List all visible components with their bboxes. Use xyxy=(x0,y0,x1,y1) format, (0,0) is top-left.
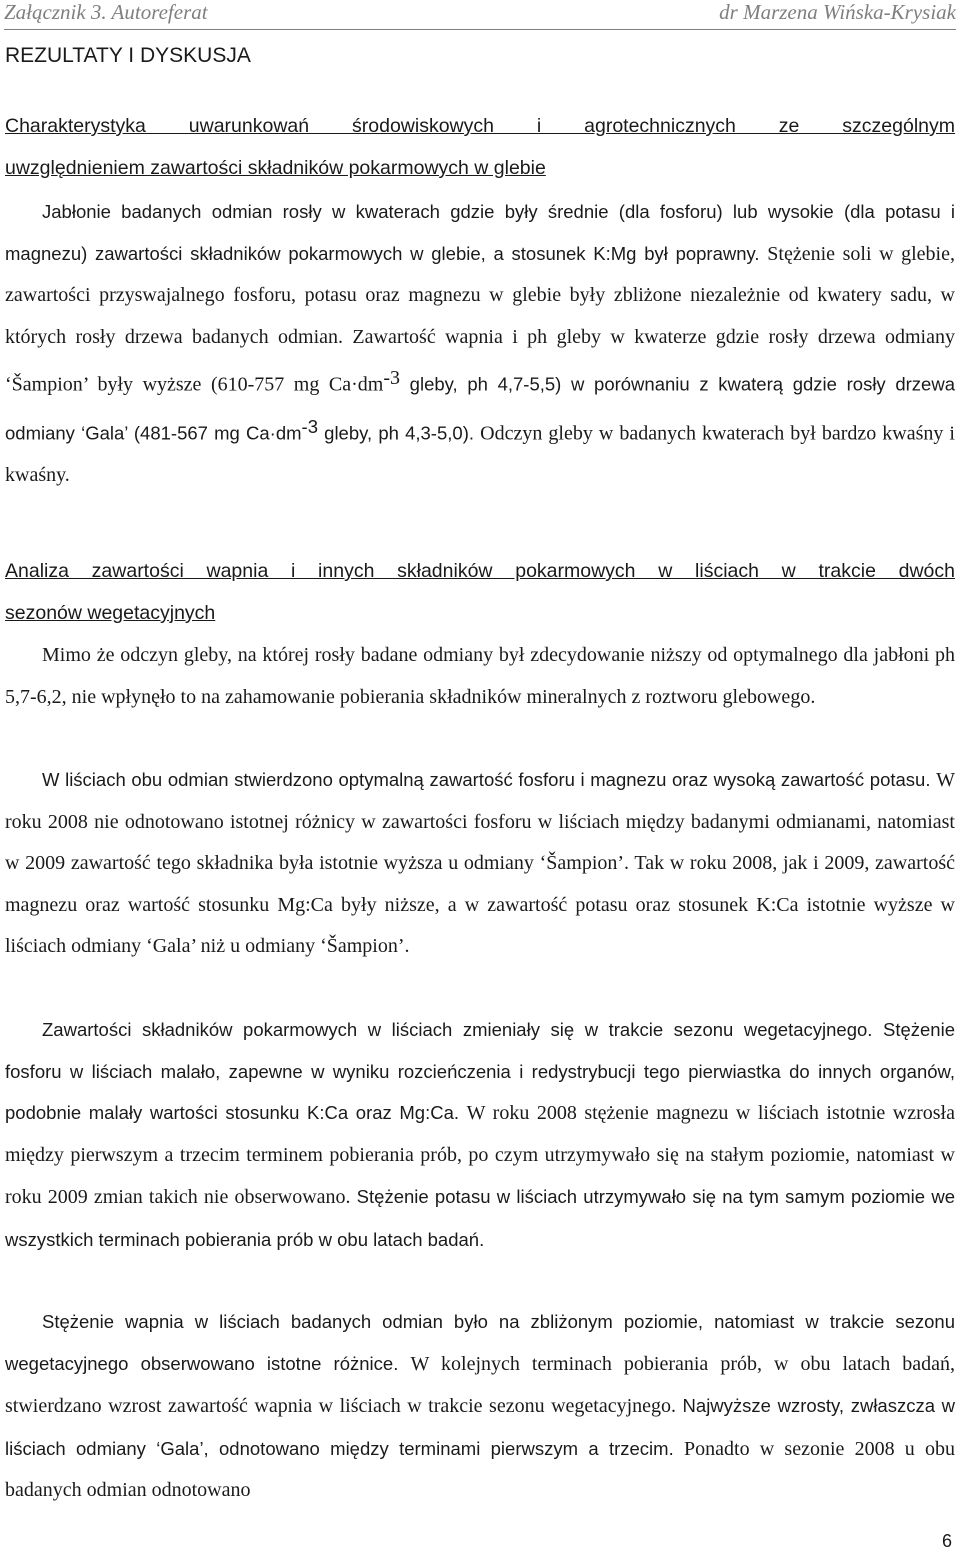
paragraph-leaf-part-a: W liściach obu odmian stwierdzono optymalną zawartość fosforu i magnezu oraz wysoką zawartość potasu. xyxy=(42,769,937,790)
section-title: REZULTATY I DYSKUSJA xyxy=(5,44,251,67)
superscript-unit-2: -3 xyxy=(301,415,318,437)
subheading-2-line-1: Analiza zawartości wapnia i innych składników pokarmowych w liściach w trakcie dwóch xyxy=(5,560,955,582)
paragraph-leaf-part-b: W roku 2008 nie odnotowano istotnej różnicy w zawartości fosforu w liściach między badanymi odmianami, natomiast w 2009 zawartość tego składnika była istotnie wyższa u odmiany ‘Šampion’. Tak w roku 2008, jak i 2009, zawartość magnezu oraz wartość stosunku Mg:Ca były niższe, a w zawartość potasu oraz stosunek K:Ca istotnie wyższe w liściach odmiany ‘Gala’ niż u odmiany ‘Šampion’. xyxy=(5,769,955,957)
paragraph-seasonal-part-c: W roku 2008 stężenie magnezu w liściach istotnie wzrosła między pierwszym a trzecim terminem pobierania prób, po czym utrzymywało się na stałym poziomie, natomiast w roku 2009 zmian takich nie obserwowano. xyxy=(5,1102,955,1208)
paragraph-soil-conditions xyxy=(5,191,955,496)
paragraph-soil-part-b: Stężenie soli w glebie, zawartości przyswajalnego fosforu, potasu oraz magnezu w glebie były zbliżone niezależnie od kwatery sadu, w których rosły drzewa badanych odmian. Zawartość wapnia i ph gleby w kwaterze gdzie rosły drzewa odmiany ‘Šampion’ były wyższe (610-757 mg Ca·dm xyxy=(5,242,955,396)
paragraph-soil-part-d: gleby, ph 4,3-5,0). xyxy=(317,422,481,444)
subheading-2-line-2: sezonów wegetacyjnych xyxy=(5,602,216,624)
subheading-1-line-1: Charakterystyka uwarunkowań środowiskowych i agrotechnicznych ze szczególnym xyxy=(5,115,955,137)
paragraph-soil-ph: Mimo że odczyn gleby, na której rosły badane odmiany był zdecydowanie niższy od optymalnego dla jabłoni ph 5,7-6,2, nie wpłynęło to na zahamowanie pobierania składników mineralnych z roztworu glebowego. xyxy=(5,644,955,708)
paragraph-seasonal-part-d: Stężenie potasu w liściach utrzymywało się na tym samym poziomie we wszystkich terminach pobierania prób w obu latach badań. xyxy=(5,1186,955,1250)
paragraph-seasonal-part-b: Stężenie fosforu w liściach malało, zapewne w wyniku rozcieńczenia i redystrybucji tego pierwiastka do innych organów, podobnie malały wartości stosunku K:Ca oraz Mg:Ca. xyxy=(5,1019,955,1123)
page-number: 6 xyxy=(941,1531,952,1551)
paragraph-calcium xyxy=(5,1301,955,1512)
paragraph-seasonal-changes xyxy=(5,1009,955,1260)
paragraph-calcium-part-c: Najwyższe wzrosty, zwłaszcza w liściach odmiany ‘Gala’, odnotowano między terminami pierwszym a trzecim. xyxy=(5,1395,956,1459)
paragraph-soil-part-e: Odczyn gleby w badanych kwaterach był bardzo kwaśny i kwaśny. xyxy=(5,422,955,486)
header-left-title: Załącznik 3. Autoreferat xyxy=(4,0,208,24)
paragraph-soil-part-c: gleby, ph 4,7-5,5) w porównaniu z kwaterą gdzie rosły drzewa odmiany ‘Gala’ (481-567 mg Ca·dm xyxy=(5,373,955,444)
paragraph-soil-part-a: Jabłonie badanych odmian rosły w kwaterach gdzie były średnie (dla fosforu) lub wysokie (dla potasu i magnezu) zawartości składników pokarmowych w glebie, a stosunek K:Mg był poprawny. xyxy=(5,201,955,264)
paragraph-seasonal-part-a: Zawartości składników pokarmowych w liściach zmieniały się w trakcie sezonu wegetacyjnego. xyxy=(42,1019,883,1040)
header-divider xyxy=(4,29,956,30)
subheading-1-line-2: uwzględnieniem zawartości składników pokarmowych w glebie xyxy=(5,157,546,179)
header-author: dr Marzena Wińska-Krysiak xyxy=(719,0,956,24)
paragraph-calcium-part-b: W kolejnych terminach pobierania prób, w obu latach badań, stwierdzano wzrost zawartość wapnia w liściach w trakcie sezonu wegetacyjnego. xyxy=(5,1352,955,1417)
superscript-unit-1: -3 xyxy=(383,367,400,389)
running-header xyxy=(4,0,956,30)
paragraph-calcium-part-d: Ponadto w sezonie 2008 u obu badanych odmian odnotowano xyxy=(5,1437,955,1501)
paragraph-calcium-part-a: Stężenie wapnia w liściach badanych odmian było na zbliżonym poziomie, natomiast w trakcie sezonu wegetacyjnego obserwowano istotne różnice. xyxy=(5,1311,955,1374)
paragraph-leaf-nutrients xyxy=(5,759,955,968)
